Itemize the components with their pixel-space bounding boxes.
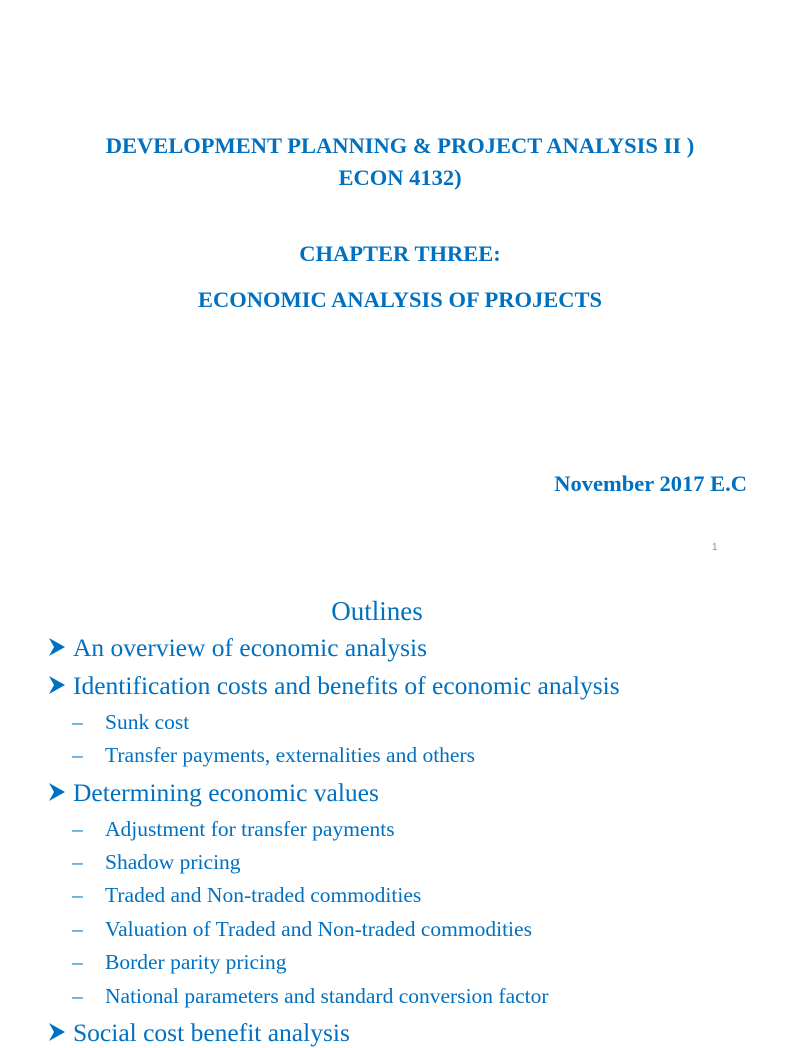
arrowhead-bullet-icon [48,675,66,695]
outline-bullet-text: Determining economic values [73,778,379,807]
dash-bullet: – [72,984,83,1008]
dash-bullet: – [72,917,83,941]
dash-bullet: – [72,817,83,841]
outline-sub-item-text: Transfer payments, externalities and others [105,743,475,767]
outline-bullet-text: Social cost benefit analysis [73,1018,350,1047]
outline-sub-item-text: Shadow pricing [105,850,241,874]
outline-slide [0,576,768,1047]
outline-sub-item-text: Border parity pricing [105,950,287,974]
arrowhead-bullet-icon [48,637,66,657]
arrowhead-bullet-icon [48,1022,66,1042]
outline-sub-item-text: Traded and Non-traded commodities [105,883,422,907]
dash-bullet: – [72,743,83,767]
arrowhead-bullet-icon [48,782,66,802]
chapter-heading: CHAPTER THREE: [299,241,501,266]
outline-heading: Outlines [331,596,423,626]
course-title-line-1: DEVELOPMENT PLANNING & PROJECT ANALYSIS II ) [105,133,695,158]
course-title-line-2: ECON 4132) [338,165,462,190]
dash-bullet: – [72,710,83,734]
outline-sub-item-text: Adjustment for transfer payments [105,817,395,841]
dash-bullet: – [72,950,83,974]
outline-sub-item-text: Valuation of Traded and Non-traded commodities [105,917,532,941]
dash-bullet: – [72,883,83,907]
outline-bullet-text: Identification costs and benefits of economic analysis [73,671,620,700]
page-number: 1 [712,542,718,553]
chapter-subject: ECONOMIC ANALYSIS OF PROJECTS [197,287,603,312]
outline-bullet-text: An overview of economic analysis [73,633,428,662]
presentation-date: November 2017 E.C [554,471,747,496]
outline-sub-item-text: Sunk cost [105,710,190,734]
outline-sub-item-text: National parameters and standard conversion factor [105,984,549,1008]
dash-bullet: – [72,850,83,874]
